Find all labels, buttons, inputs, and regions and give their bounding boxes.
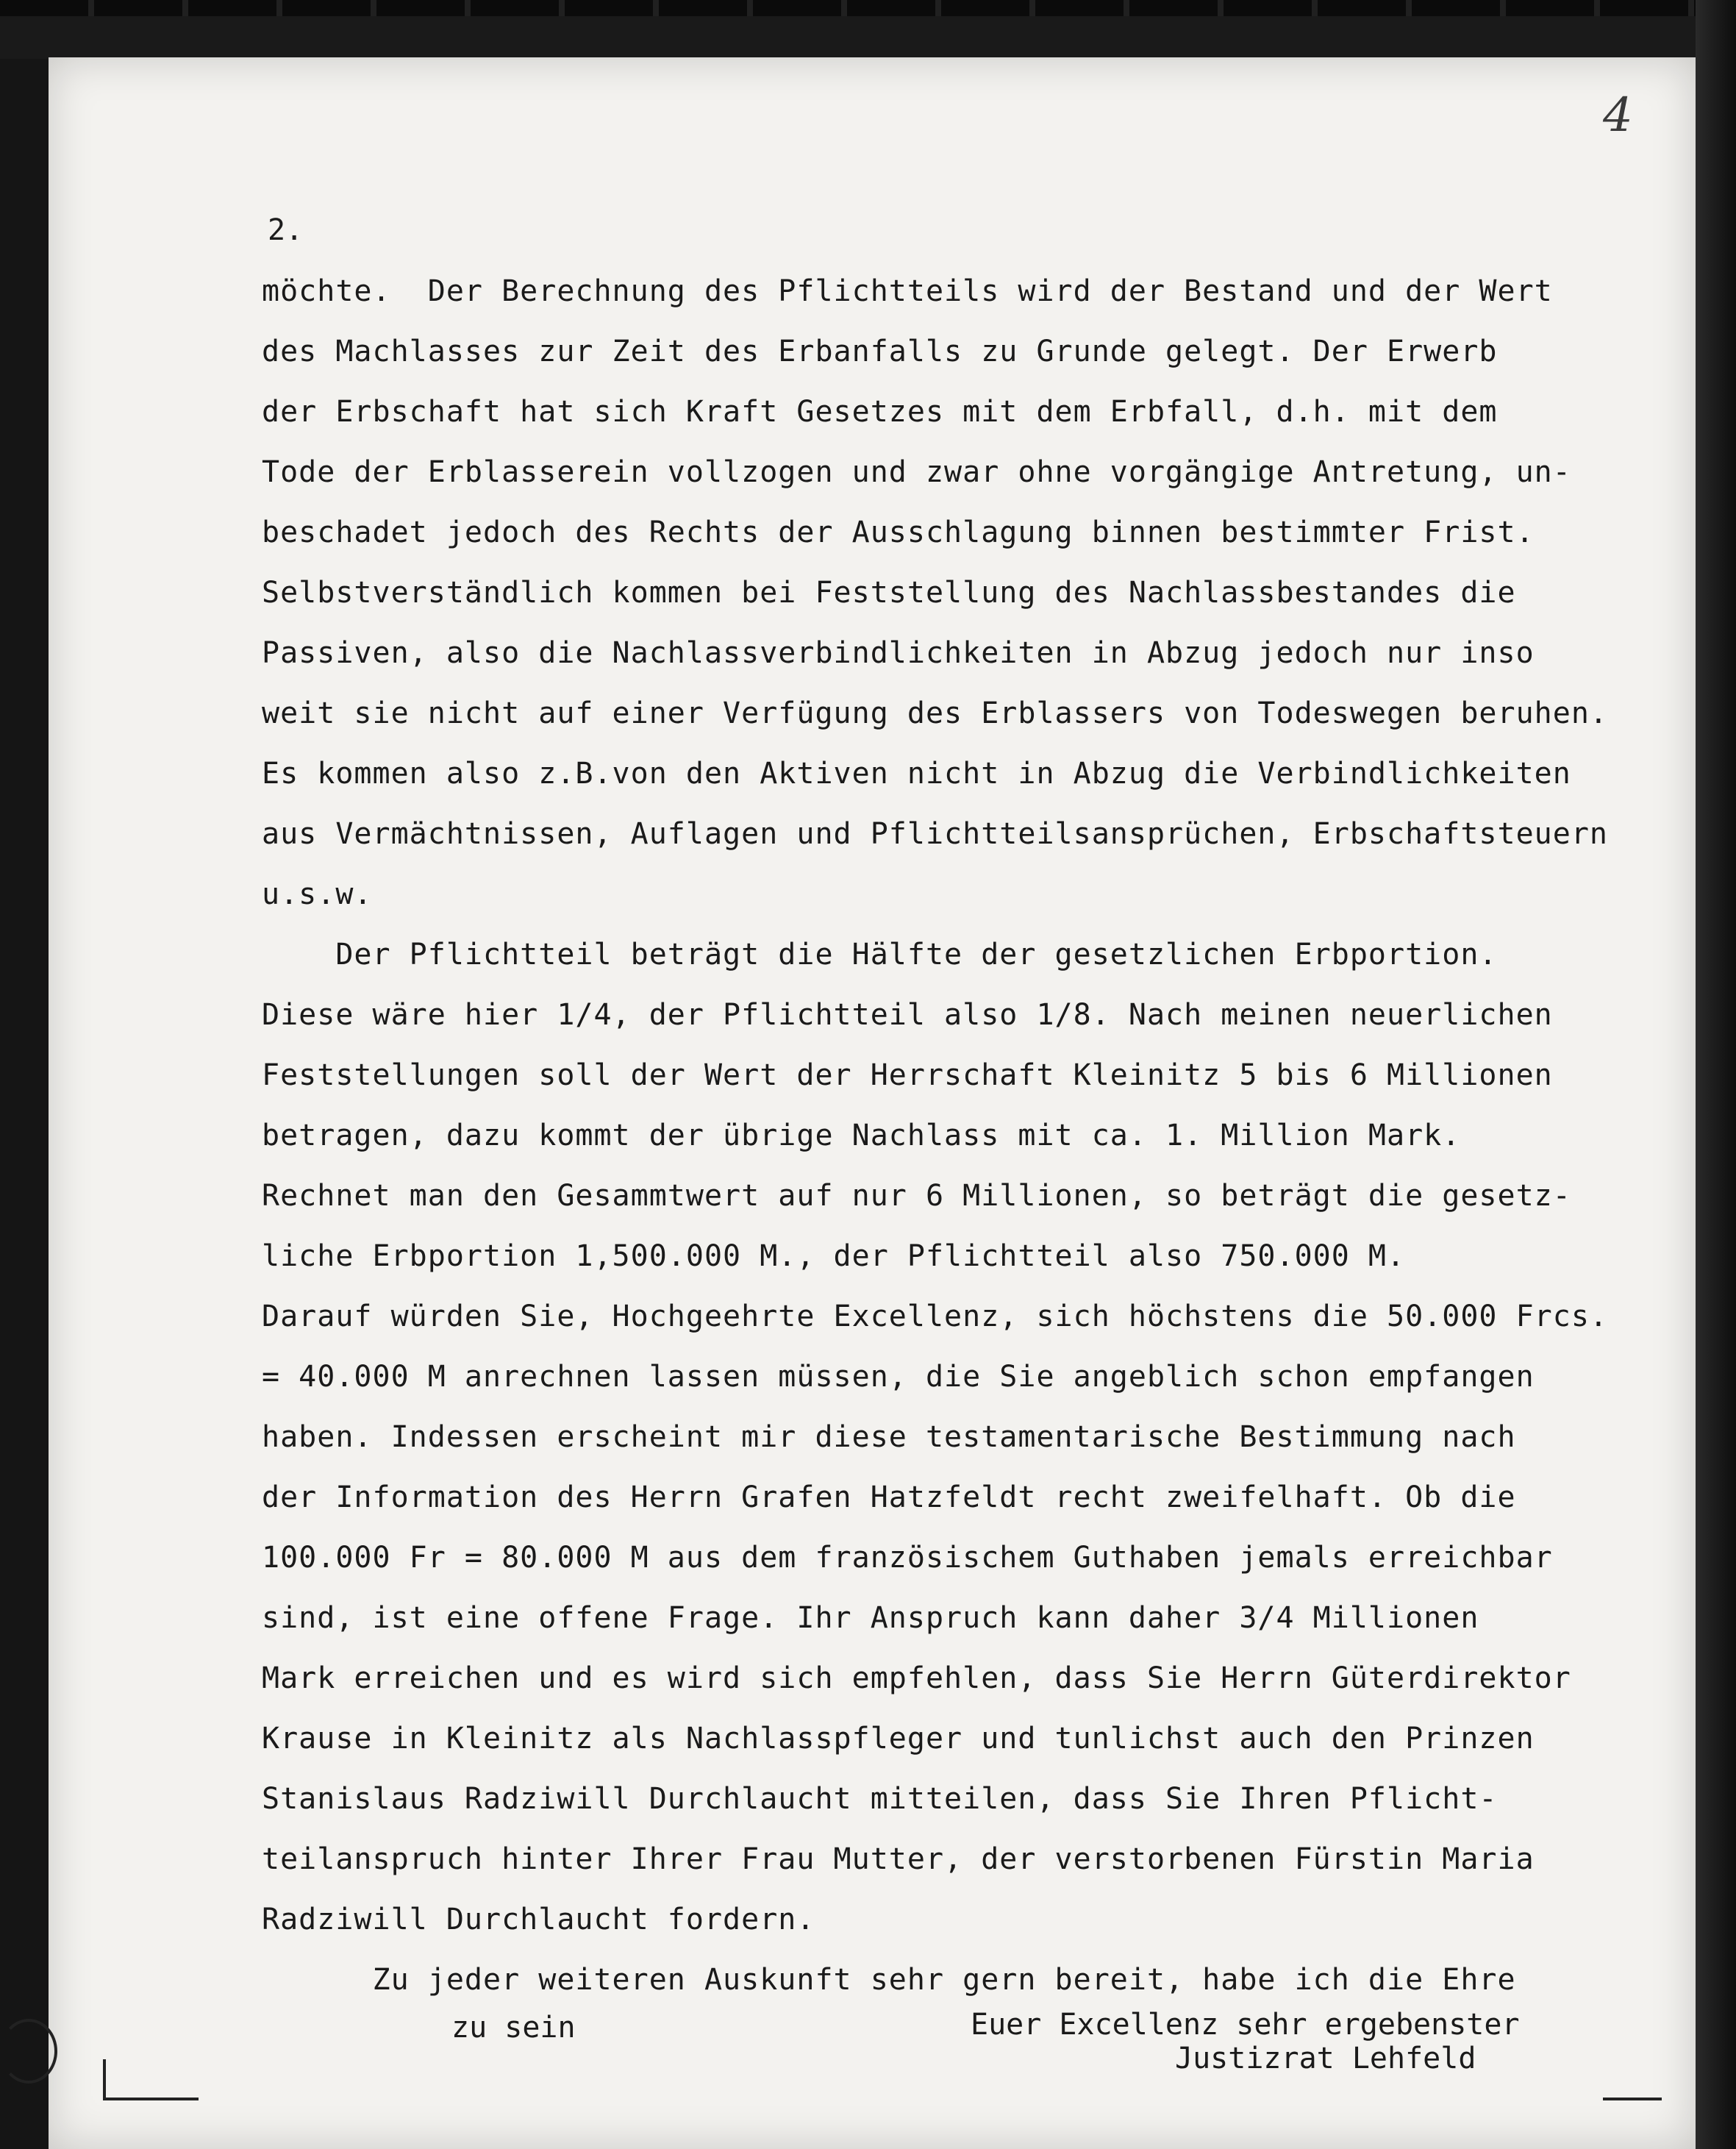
- text-line: Zu jeder weiteren Auskunft sehr gern bereit, habe ich die Ehre: [262, 1963, 1516, 1997]
- text-line: Passiven, also die Nachlassverbindlichkeiten in Abzug jedoch nur inso: [262, 636, 1535, 670]
- crop-mark-bottom-left-vertical: [103, 2059, 106, 2100]
- page-number: 2.: [268, 213, 304, 247]
- text-line: weit sie nicht auf einer Verfügung des Erblassers von Todeswegen beruhen.: [262, 696, 1608, 730]
- text-line: Der Pflichtteil beträgt die Hälfte der gesetzlichen Erbportion.: [262, 938, 1498, 972]
- text-line: Es kommen also z.B.von den Aktiven nicht in Abzug die Verbindlichkeiten: [262, 757, 1571, 791]
- text-line: Stanislaus Radziwill Durchlaucht mitteilen, dass Sie Ihren Pflicht-: [262, 1782, 1498, 1816]
- text-line: 100.000 Fr = 80.000 M aus dem französischem Guthaben jemals erreichbar: [262, 1541, 1553, 1575]
- text-line: teilanspruch hinter Ihrer Frau Mutter, der verstorbenen Fürstin Maria: [262, 1842, 1535, 1876]
- text-line: haben. Indessen erscheint mir diese testamentarische Bestimmung nach: [262, 1420, 1516, 1454]
- text-line: möchte. Der Berechnung des Pflichtteils wird der Bestand und der Wert: [262, 274, 1553, 308]
- closing-phrase: zu sein: [451, 2011, 576, 2045]
- margin-circle-mark: [0, 2019, 57, 2084]
- document-page: [49, 57, 1696, 2149]
- text-line: Mark erreichen und es wird sich empfehlen, dass Sie Herrn Güterdirektor: [262, 1661, 1571, 1695]
- text-line: der Erbschaft hat sich Kraft Gesetzes mit dem Erbfall, d.h. mit dem: [262, 395, 1498, 429]
- text-line: Selbstverständlich kommen bei Feststellung des Nachlassbestandes die: [262, 576, 1516, 610]
- text-line: Krause in Kleinitz als Nachlasspfleger und tunlichst auch den Prinzen: [262, 1722, 1535, 1756]
- text-line: der Information des Herrn Grafen Hatzfeldt recht zweifelhaft. Ob die: [262, 1480, 1516, 1514]
- text-line: Tode der Erblasserein vollzogen und zwar ohne vorgängige Antretung, un-: [262, 455, 1571, 489]
- text-line: des Machlasses zur Zeit des Erbanfalls zu Grunde gelegt. Der Erwerb: [262, 335, 1498, 368]
- signature-salutation: Euer Excellenz sehr ergebenster: [971, 2008, 1520, 2042]
- scan-border-right: [1696, 0, 1736, 2149]
- signature-name: Justizrat Lehfeld: [1175, 2042, 1476, 2075]
- archive-page-number: 4: [1603, 88, 1633, 143]
- text-line: u.s.w.: [262, 877, 373, 911]
- text-line: = 40.000 M anrechnen lassen müssen, die Sie angeblich schon empfangen: [262, 1360, 1535, 1394]
- binder-edge: [0, 0, 1736, 16]
- text-line: Darauf würden Sie, Hochgeehrte Excellenz, sich höchstens die 50.000 Frcs.: [262, 1300, 1608, 1333]
- crop-mark-bottom-right: [1603, 2098, 1662, 2100]
- text-line: Diese wäre hier 1/4, der Pflichtteil also 1/8. Nach meinen neuerlichen: [262, 998, 1553, 1032]
- text-line: liche Erbportion 1,500.000 M., der Pflichtteil also 750.000 M.: [262, 1239, 1406, 1273]
- text-line: Rechnet man den Gesammtwert auf nur 6 Millionen, so beträgt die gesetz-: [262, 1179, 1571, 1213]
- crop-mark-bottom-left: [103, 2098, 199, 2100]
- text-line: aus Vermächtnissen, Auflagen und Pflichtteilsansprüchen, Erbschaftsteuern: [262, 817, 1608, 851]
- text-line: betragen, dazu kommt der übrige Nachlass mit ca. 1. Million Mark.: [262, 1119, 1461, 1152]
- text-line: beschadet jedoch des Rechts der Ausschlagung binnen bestimmter Frist.: [262, 516, 1535, 549]
- text-line: Radziwill Durchlaucht fordern.: [262, 1903, 815, 1936]
- text-line: sind, ist eine offene Frage. Ihr Anspruch kann daher 3/4 Millionen: [262, 1601, 1479, 1635]
- text-line: Feststellungen soll der Wert der Herrschaft Kleinitz 5 bis 6 Millionen: [262, 1058, 1553, 1092]
